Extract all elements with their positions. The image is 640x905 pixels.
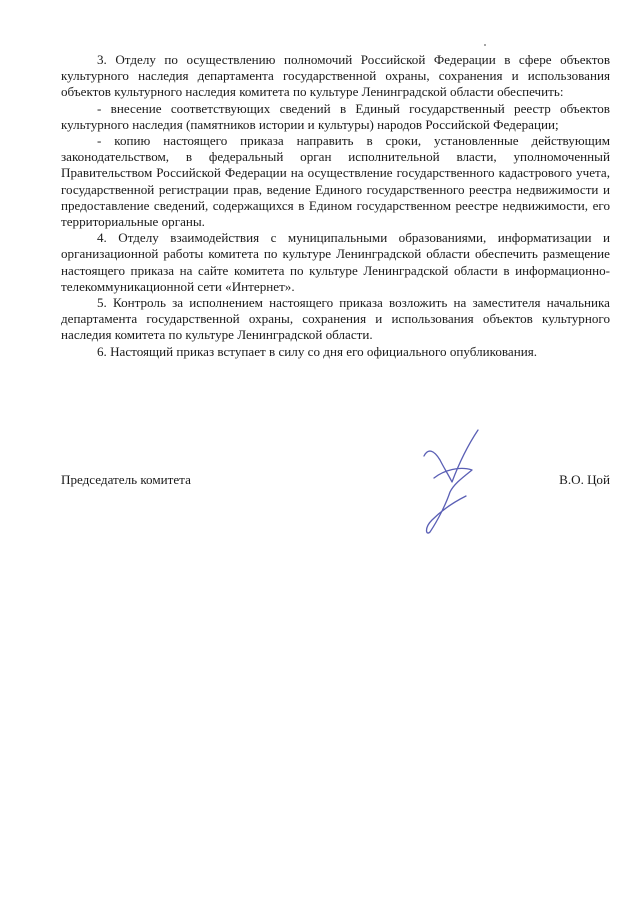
paragraph-5: 5. Контроль за исполнением настоящего приказа возложить на заместителя начальника департамента государственной охраны, сохранения и использования объектов культурного наследия комитета по культуре Ленинградской области. [61, 295, 610, 343]
signature-block [61, 472, 610, 492]
paragraph-3: 3. Отделу по осуществлению полномочий Российской Федерации в сфере объектов культурного наследия департамента государственной охраны, сохранения и использования объектов культурного наследия комитета по культуре Ленинградской области обеспечить: [61, 52, 610, 100]
paragraph-3-item-registry: - внесение соответствующих сведений в Единый государственный реестр объектов культурного наследия (памятников истории и культуры) народов Российской Федерации; [61, 100, 610, 132]
paragraph-6: 6. Настоящий приказ вступает в силу со дня его официального опубликования. [97, 343, 538, 359]
signatory-name: В.О. Цой [559, 472, 610, 487]
scan-speck [484, 44, 486, 46]
document-body [61, 52, 610, 360]
paragraph-3-item-copy: - копию настоящего приказа направить в сроки, установленные действующим законодательством, в федеральный орган исполнительной власти, уполномоченный Правительством Российской Федерации на осуществление государственного кадастрового учета, государственной регистрации прав, ведение Единого государственного реестра недвижимости и предоставление сведений, содержащихся в Едином государственном реестре недвижимости, его территориальные органы. [61, 133, 610, 230]
signatory-role: Председатель комитета [61, 472, 191, 487]
paragraph-4: 4. Отделу взаимодействия с муниципальными образованиями, информатизации и организационной работы комитета по культуре Ленинградской области обеспечить размещение настоящего приказа на сайте комитета по культуре Ленинградской области в информационно-телекоммуникационной сети «Интернет». [61, 230, 610, 294]
